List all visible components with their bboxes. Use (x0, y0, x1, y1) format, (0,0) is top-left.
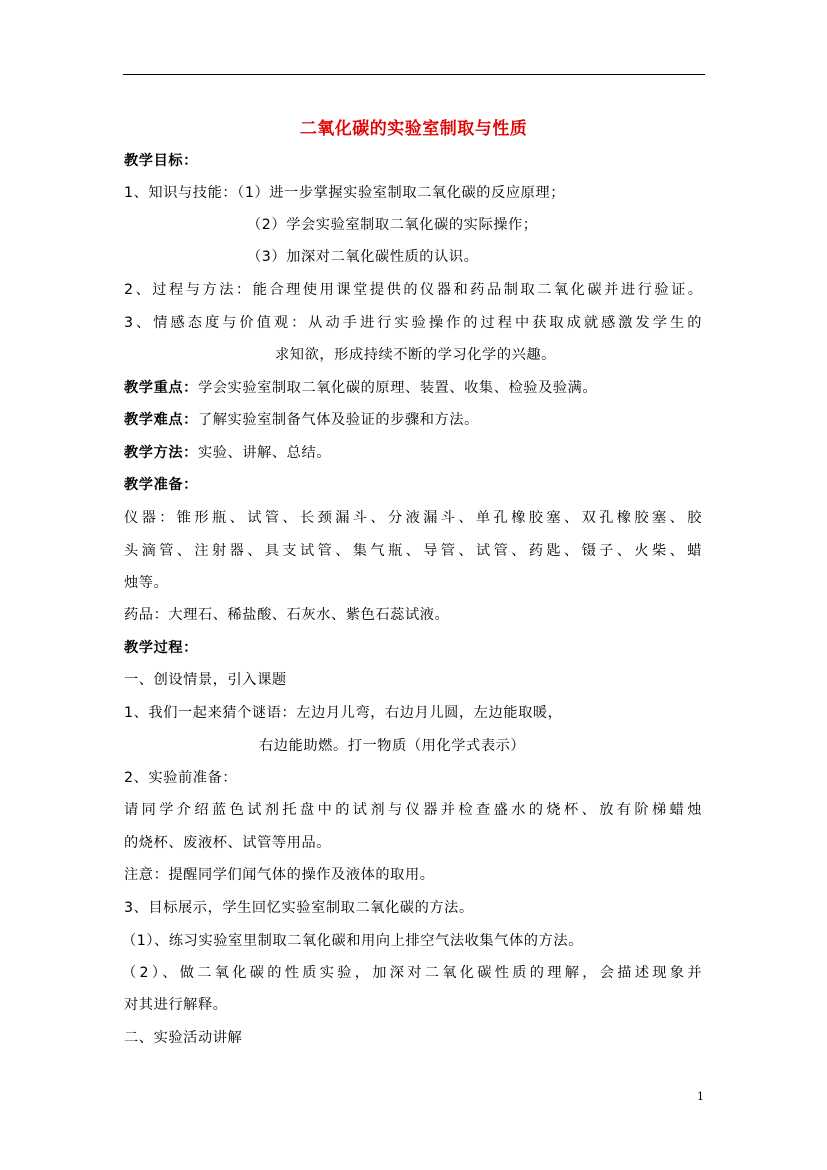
objectives-heading: 教学目标： (124, 153, 198, 169)
instruments-line-1: 仪器：锥形瓶、试管、长颈漏斗、分液漏斗、单孔橡胶塞、双孔橡胶塞、胶 (124, 510, 702, 526)
section-2-title: 二、实验活动讲解 (124, 1030, 243, 1046)
knowledge-skills-item-2: （2）学会实验室制取二氧化碳的实际操作； (247, 217, 538, 233)
prep-heading: 教学准备： (124, 477, 198, 493)
prep-step-title: 2、实验前准备： (124, 770, 238, 786)
method-line: 教学方法：实验、讲解、总结。 (124, 445, 332, 461)
knowledge-skills-item-3: （3）加深对二氧化碳性质的认识。 (247, 249, 479, 265)
goal-line: 3、目标展示，学生回忆实验室制取二氧化碳的方法。 (124, 900, 474, 916)
drugs-line: 药品：大理石、稀盐酸、石灰水、紫色石蕊试液。 (124, 607, 450, 623)
riddle-line-1: 1、我们一起来猜个谜语：左边月儿弯，右边月儿圆，左边能取暖， (124, 705, 563, 721)
goal-item-2-line-1: （2）、做二氧化碳的性质实验，加深对二氧化碳性质的理解，会描述现象并 (122, 965, 702, 981)
emotion-line-2: 求知欲，形成持续不断的学习化学的兴趣。 (275, 347, 556, 363)
prep-step-text-2: 的烧杯、废液杯、试管等用品。 (124, 835, 332, 851)
instruments-line-3: 烛等。 (124, 575, 169, 591)
document-title: 二氧化碳的实验室制取与性质 (299, 119, 528, 139)
knowledge-skills-line: 1、知识与技能：（1）进一步掌握实验室制取二氧化碳的反应原理； (124, 185, 565, 201)
key-point-line: 教学重点：学会实验室制取二氧化碳的原理、装置、收集、检验及验满。 (124, 380, 598, 396)
goal-item-1: （1）、练习实验室里制取二氧化碳和用向上排空气法收集气体的方法。 (122, 933, 583, 949)
prep-step-text-1: 请同学介绍蓝色试剂托盘中的试剂与仪器并检查盛水的烧杯、放有阶梯蜡烛 (124, 802, 702, 818)
difficulty-line: 教学难点：了解实验室制备气体及验证的步骤和方法。 (124, 412, 479, 428)
page-number: 1 (697, 1090, 704, 1103)
goal-item-2-line-2: 对其进行解释。 (124, 997, 228, 1013)
riddle-line-2: 右边能助燃。打一物质（用化学式表示） (259, 738, 526, 754)
process-method-line: 2、过程与方法：能合理使用课堂提供的仪器和药品制取二氧化碳并进行验证。 (124, 282, 702, 298)
instruments-line-2: 头滴管、注射器、具支试管、集气瓶、导管、试管、药匙、镊子、火柴、蜡 (124, 543, 702, 559)
note-line: 注意：提醒同学们闻气体的操作及液体的取用。 (124, 867, 435, 883)
emotion-line-1: 3、情感态度与价值观：从动手进行实验操作的过程中获取成就感激发学生的 (124, 315, 702, 331)
process-heading: 教学过程： (124, 640, 198, 656)
section-1-title: 一、创设情景，引入课题 (124, 672, 287, 688)
header-rule (123, 74, 705, 75)
